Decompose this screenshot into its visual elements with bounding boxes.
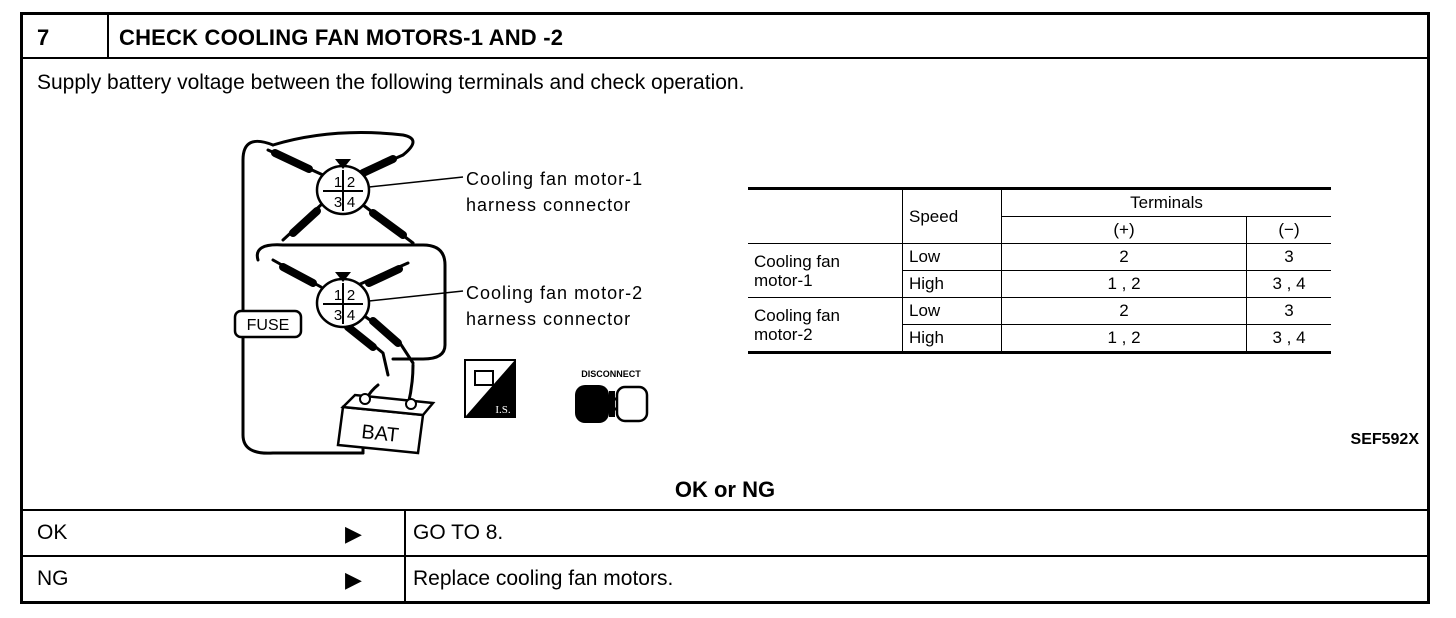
disconnect-icon-text: DISCONNECT — [581, 369, 641, 379]
pin-3: 3 — [333, 307, 343, 324]
is-icon-text: I.S. — [495, 404, 511, 416]
speed-cell: High — [903, 271, 1002, 298]
motor-name: motor-2 — [754, 324, 813, 344]
pin-4: 4 — [346, 194, 356, 211]
ignition-switch-icon — [465, 360, 515, 417]
speed-cell: High — [903, 325, 1002, 353]
table-row — [748, 244, 1331, 271]
connector-2 — [317, 272, 369, 327]
speed-cell: Low — [903, 244, 1002, 271]
arrow-right-icon: ▶ — [345, 521, 362, 546]
arrow-right-icon: ▶ — [345, 567, 362, 592]
ng-label: NG — [37, 567, 69, 590]
table-row — [748, 298, 1331, 325]
speed-cell: Low — [903, 298, 1002, 325]
ok-label: OK — [37, 521, 68, 544]
minus-cell: 3 — [1247, 298, 1332, 325]
figure-reference: SEF592X — [1350, 431, 1419, 448]
fuse-label: FUSE — [246, 317, 290, 334]
plus-cell: 2 — [1002, 298, 1247, 325]
minus-cell: 3 , 4 — [1247, 271, 1332, 298]
header-divider — [107, 15, 109, 57]
pin-1: 1 — [333, 287, 343, 304]
ok-action: GO TO 8. — [413, 521, 504, 544]
motor-name: Cooling fan — [754, 251, 841, 271]
disconnect-icon — [575, 369, 647, 423]
plus-cell: 2 — [1002, 244, 1247, 271]
pin-2: 2 — [346, 287, 356, 304]
terminal-table — [748, 187, 1331, 354]
instruction-text: Supply battery voltage between the following terminals and check operation. — [37, 71, 745, 94]
ng-action: Replace cooling fan motors. — [413, 567, 674, 590]
result-rule-middle — [23, 555, 1427, 557]
connector-1-label-1: Cooling fan motor-1 — [466, 169, 644, 189]
minus-cell: 3 , 4 — [1247, 325, 1332, 353]
speed-header: Speed — [903, 189, 1002, 244]
result-rule-top — [23, 509, 1427, 511]
result-heading: OK or NG — [674, 477, 776, 502]
step-number: 7 — [37, 25, 50, 50]
connector-1-label-2: harness connector — [466, 195, 632, 215]
diagnostic-step-box — [20, 12, 1430, 604]
battery-icon — [338, 394, 433, 453]
minus-cell: 3 — [1247, 244, 1332, 271]
terminals-header: Terminals — [1002, 189, 1332, 217]
pin-3: 3 — [333, 194, 343, 211]
pin-1: 1 — [333, 174, 343, 191]
plus-cell: 1 , 2 — [1002, 271, 1247, 298]
pin-2: 2 — [346, 174, 356, 191]
pin-4: 4 — [346, 307, 356, 324]
connector-2-label-1: Cooling fan motor-2 — [466, 283, 644, 303]
connector-2-label-2: harness connector — [466, 309, 632, 329]
plus-header: (+) — [1002, 217, 1247, 244]
motor-name: Cooling fan — [754, 305, 841, 325]
step-title: CHECK COOLING FAN MOTORS-1 AND -2 — [119, 25, 564, 50]
header-rule — [23, 57, 1427, 59]
minus-header: (−) — [1247, 217, 1332, 244]
plus-cell: 1 , 2 — [1002, 325, 1247, 353]
battery-label: BAT — [360, 421, 400, 447]
connector-1 — [317, 159, 369, 214]
wiring-diagram — [213, 115, 653, 465]
motor-name: motor-1 — [754, 270, 813, 290]
